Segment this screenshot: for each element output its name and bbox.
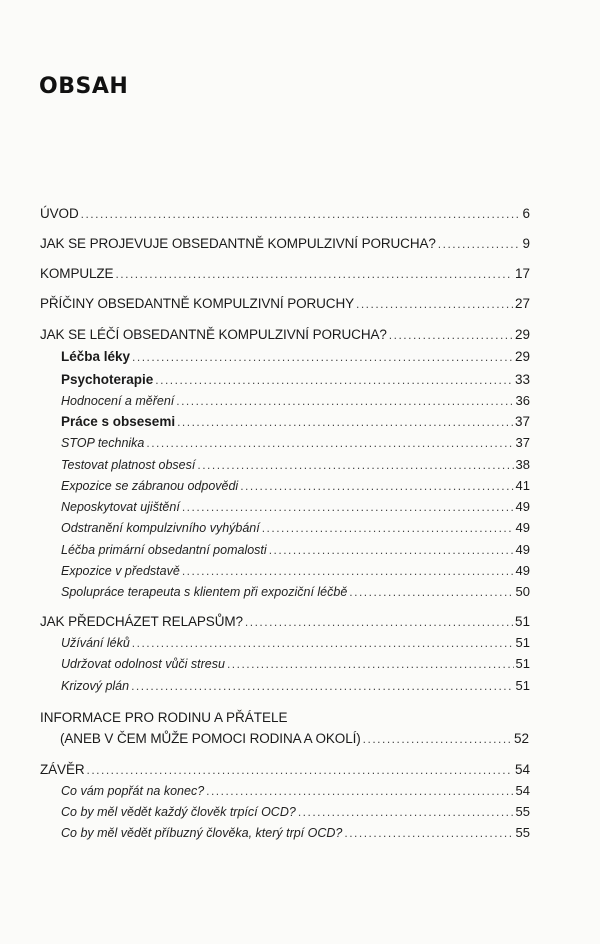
toc-entry-label: Krizový plán: [61, 679, 130, 693]
toc-entry-label: Udržovat odolnost vůči stresu: [61, 657, 225, 671]
toc-entry-label: Expozice se zábranou odpovědi: [61, 479, 239, 493]
toc-page-number: 49: [515, 542, 530, 557]
toc-page-number: 37: [514, 414, 530, 429]
toc-subentry[interactable]: [61, 520, 530, 540]
toc-subentry[interactable]: [61, 349, 530, 369]
toc-page-number: 9: [522, 236, 530, 251]
toc-subentry[interactable]: [61, 499, 530, 519]
dot-leader: [227, 657, 514, 671]
dot-leader: [269, 543, 514, 557]
toc-subentry[interactable]: [61, 678, 530, 698]
toc-page-number: 33: [514, 372, 530, 387]
toc-entry-label: JAK SE PROJEVUJE OBSEDANTNĚ KOMPULZIVNÍ PORUCHA?: [40, 236, 436, 251]
dot-leader: [115, 267, 513, 281]
toc-entry-relapsy[interactable]: [40, 614, 530, 634]
toc-entry-label: PŘÍČINY OBSEDANTNĚ KOMPULZIVNÍ PORUCHY: [40, 296, 355, 311]
toc-subentry[interactable]: [61, 563, 530, 583]
toc-entry-zaver[interactable]: [40, 762, 530, 782]
toc-entry-label: Expozice v představě: [61, 564, 180, 578]
toc-page-number: 49: [515, 499, 530, 514]
toc-entry-label: Co vám popřát na konec?: [61, 784, 205, 798]
dot-leader: [182, 500, 514, 514]
toc-entry-label: Co by měl vědět příbuzný člověka, který trpí OCD?: [61, 826, 343, 840]
toc-entry-label: (ANEB V ČEM MŮŽE POMOCI RODINA A OKOLÍ): [60, 731, 361, 746]
dot-leader: [298, 805, 514, 819]
toc-subentry[interactable]: [61, 478, 530, 498]
dot-leader: [349, 585, 513, 599]
toc-subentry[interactable]: [61, 435, 530, 455]
dot-leader: [262, 521, 514, 535]
dot-leader: [132, 350, 513, 364]
toc-entry-label: JAK SE LÉČÍ OBSEDANTNĚ KOMPULZIVNÍ PORUCHA?: [40, 327, 387, 342]
toc-page-number: 6: [522, 206, 530, 221]
toc-page-number: 29: [514, 327, 530, 342]
toc-entry-lecba[interactable]: [40, 327, 530, 347]
toc-page-number: 51: [515, 656, 530, 671]
toc-page-number: 29: [514, 349, 530, 364]
toc-page-number: 55: [515, 804, 530, 819]
toc-entry-kompulze[interactable]: [40, 266, 530, 286]
toc-subentry[interactable]: [61, 635, 530, 655]
toc-entry-label: Spolupráce terapeuta s klientem při expoziční léčbě: [61, 585, 348, 599]
dot-leader: [132, 636, 514, 650]
toc-subentry[interactable]: [61, 825, 530, 845]
toc-subentry[interactable]: [61, 393, 530, 413]
toc-page-number: 51: [515, 678, 530, 693]
toc-subentry[interactable]: [61, 584, 530, 604]
dot-leader: [197, 458, 513, 472]
dot-leader: [206, 784, 513, 798]
toc-entry-label: ÚVOD: [40, 206, 79, 221]
toc-subentry[interactable]: [61, 457, 530, 477]
page-title: OBSAH: [39, 74, 129, 99]
dot-leader: [81, 207, 518, 221]
toc-entry-label: JAK PŘEDCHÁZET RELAPSŮM?: [40, 614, 243, 629]
toc-page-number: 50: [515, 584, 530, 599]
toc-subentry[interactable]: [61, 372, 530, 392]
dot-leader: [245, 615, 513, 629]
dot-leader: [389, 328, 513, 342]
dot-leader: [240, 479, 513, 493]
dot-leader: [176, 394, 513, 408]
dot-leader: [356, 297, 513, 311]
dot-leader: [344, 826, 513, 840]
dot-leader: [155, 373, 513, 387]
toc-entry-label: STOP technika: [61, 436, 145, 450]
toc-entry-label: Odstranění kompulzivního vyhýbání: [61, 521, 260, 535]
dot-leader: [182, 564, 514, 578]
toc-page-number: 49: [515, 520, 530, 535]
dot-leader: [87, 763, 513, 777]
toc-entry-informace-line1[interactable]: INFORMACE PRO RODINU A PŘÁTELE: [40, 710, 288, 725]
toc-subentry[interactable]: [61, 783, 530, 803]
toc-page-number: 27: [514, 296, 530, 311]
toc-entry-label: ZÁVĚR: [40, 762, 85, 777]
toc-page-number: 17: [514, 266, 530, 281]
dot-leader: [131, 679, 513, 693]
toc-page-number: 52: [513, 731, 529, 746]
toc-entry-label: KOMPULZE: [40, 266, 114, 281]
toc-page-number: 54: [515, 783, 530, 798]
toc-entry-projevy[interactable]: [40, 236, 530, 256]
toc-entry-label: Léčba primární obsedantní pomalosti: [61, 543, 267, 557]
toc-page-number: 54: [514, 762, 530, 777]
dot-leader: [146, 436, 513, 450]
toc-entry-label: Práce s obsesemi: [61, 414, 176, 429]
toc-entry-label: Léčba léky: [61, 349, 131, 364]
toc-subentry[interactable]: [61, 656, 530, 676]
toc-subentry[interactable]: [61, 542, 530, 562]
toc-entry-informace-line2[interactable]: [60, 731, 529, 751]
toc-entry-priciny[interactable]: [40, 296, 530, 316]
dot-leader: [363, 732, 512, 746]
toc-page-number: 37: [515, 435, 530, 450]
toc-page-number: 51: [514, 614, 530, 629]
toc-entry-label: Neposkytovat ujištění: [61, 500, 180, 514]
dot-leader: [177, 415, 513, 429]
toc-entry-uvod[interactable]: [40, 206, 530, 226]
toc-entry-label: Hodnocení a měření: [61, 394, 175, 408]
toc-entry-label: Co by měl vědět každý člověk trpící OCD?: [61, 805, 296, 819]
toc-page-number: 55: [515, 825, 530, 840]
toc-page-number: 49: [515, 563, 530, 578]
dot-leader: [438, 237, 518, 251]
toc-entry-label: Užívání léků: [61, 636, 130, 650]
toc-subentry[interactable]: [61, 804, 530, 824]
toc-page-number: 41: [515, 478, 530, 493]
toc-page-number: 36: [515, 393, 530, 408]
toc-subentry[interactable]: [61, 414, 530, 434]
toc-page-number: 51: [515, 635, 530, 650]
toc-entry-label: Psychoterapie: [61, 372, 154, 387]
toc-entry-label: Testovat platnost obsesí: [61, 458, 196, 472]
toc-page-number: 38: [515, 457, 530, 472]
